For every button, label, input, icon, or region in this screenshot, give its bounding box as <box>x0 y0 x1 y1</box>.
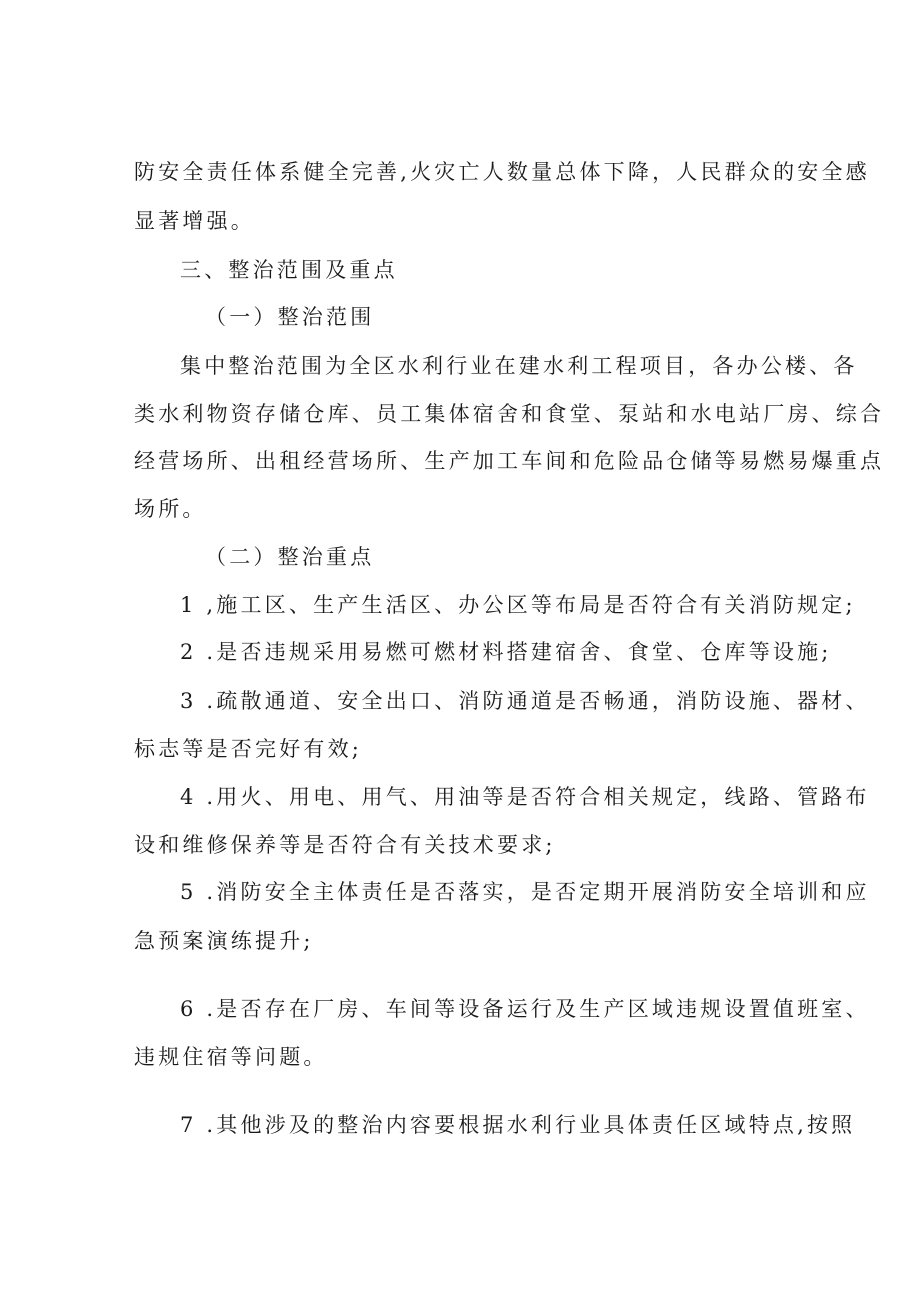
paragraph-line: 经营场所、出租经营场所、生产加工车间和危险品仓储等易燃易爆重点 <box>134 449 885 473</box>
paragraph-line: 场所。 <box>134 497 207 521</box>
paragraph-line: 显著增强。 <box>134 209 255 233</box>
list-item: 6 .是否存在厂房、车间等设备运行及生产区域违规设置值班室、 <box>180 997 870 1021</box>
list-item-continuation: 违规住宿等问题。 <box>134 1045 328 1069</box>
list-item: 4 .用火、用电、用气、用油等是否符合相关规定，线路、管路布 <box>180 785 870 809</box>
list-item-continuation: 标志等是否完好有效; <box>134 737 363 761</box>
list-item: 5 .消防安全主体责任是否落实，是否定期开展消防安全培训和应 <box>180 880 870 904</box>
section-heading: 三、整治范围及重点 <box>180 258 398 282</box>
list-item: 1 ,施工区、生产生活区、办公区等布局是否符合有关消防规定; <box>180 593 856 617</box>
list-item: 3 .疏散通道、安全出口、消防通道是否畅通，消防设施、器材、 <box>180 689 870 713</box>
paragraph-line: 防安全责任体系健全完善,火灾亡人数量总体下降，人民群众的安全感 <box>134 160 870 184</box>
subsection-heading: （一）整治范围 <box>205 305 375 329</box>
paragraph-line: 类水利物资存储仓库、员工集体宿舍和食堂、泵站和水电站厂房、综合 <box>134 402 885 426</box>
list-item-continuation: 设和维修保养等是否符合有关技术要求; <box>134 833 556 857</box>
list-item-continuation: 急预案演练提升; <box>134 929 314 953</box>
paragraph-line: 集中整治范围为全区水利行业在建水利工程项目，各办公楼、各 <box>180 354 858 378</box>
list-item: 7 .其他涉及的整治内容要根据水利行业具体责任区域特点,按照 <box>180 1113 856 1137</box>
subsection-heading: （二）整治重点 <box>205 545 375 569</box>
list-item: 2 .是否违规采用易燃可燃材料搭建宿舍、食堂、仓库等设施; <box>180 640 832 664</box>
